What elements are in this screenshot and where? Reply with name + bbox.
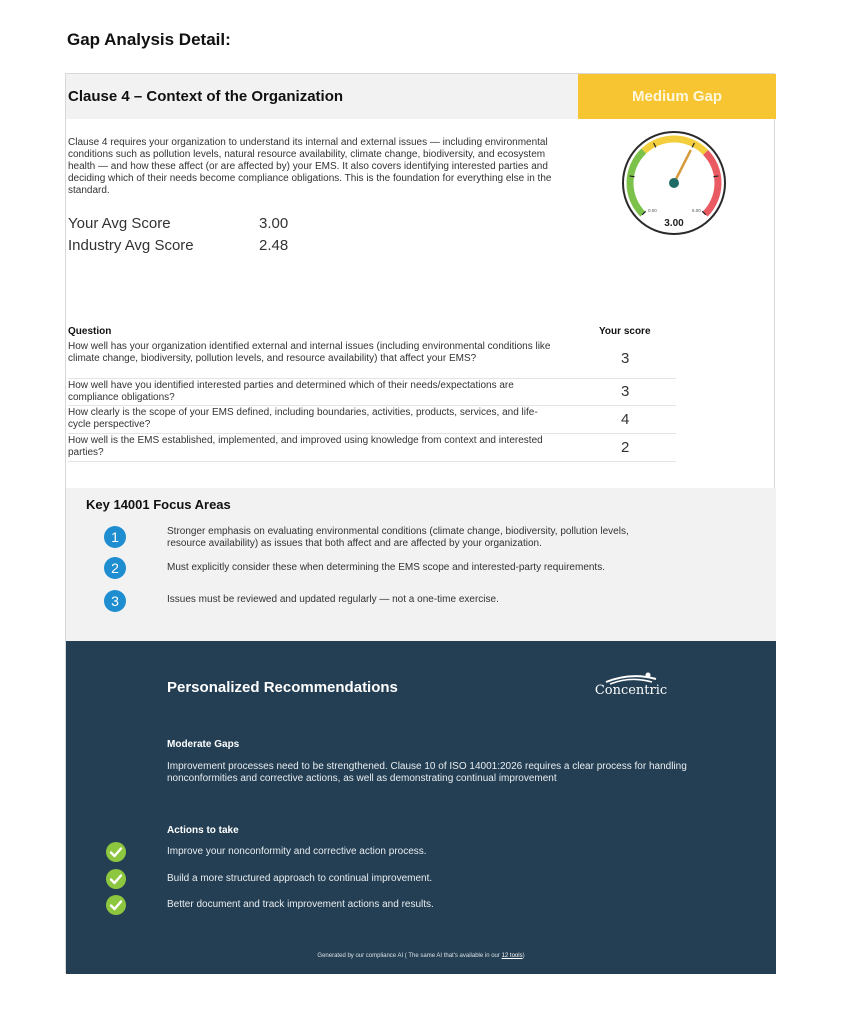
footer-end: )	[522, 953, 525, 959]
gauge-hub	[669, 178, 679, 188]
action-text: Improve your nonconformity and corrective action process.	[167, 846, 427, 857]
number-badge-icon: 1	[104, 526, 126, 548]
checkmark-icon	[106, 842, 126, 862]
gauge-value-label: 3.00	[664, 218, 684, 229]
number-badge-icon: 3	[104, 590, 126, 612]
question-column-header: Question	[68, 326, 112, 337]
question-text: How well have you identified interested parties and determined which of their needs/expectations are compliance obligations?	[68, 380, 514, 403]
clause-description: Clause 4 requires your organization to understand its internal and external issues — including environmental conditions such as pollution levels, natural resource availability, climate change, biodiversity, and ecosystem health — and how these affect (or are affected by) your EMS. It also covers identifying interested parties and deciding which of their needs become compliance obligations. This is the foundation for everything else in the standard.	[68, 137, 552, 196]
list-item	[106, 869, 706, 889]
tools-link[interactable]: 12 tools	[501, 953, 523, 959]
clause-title: Clause 4 – Context of the Organization	[68, 88, 344, 105]
moderate-gaps-title: Moderate Gaps	[167, 739, 240, 750]
gap-level-badge: Medium Gap	[578, 74, 776, 119]
clause-header	[66, 74, 776, 119]
action-text: Build a more structured approach to continual improvement.	[167, 873, 433, 884]
logo-wordmark: Concentric	[594, 683, 668, 698]
question-score: 2	[621, 438, 630, 456]
table-row	[68, 340, 676, 379]
question-text: How well has your organization identified external and internal issues (including environmental conditions like climate change, biodiversity, pollution levels, and resource availability) that affect your EMS?	[68, 341, 551, 364]
number-badge-icon: 2	[104, 557, 126, 579]
question-score: 3	[621, 383, 630, 400]
gap-analysis-card	[65, 73, 775, 973]
focus-areas-section	[66, 488, 776, 641]
list-item	[106, 842, 706, 862]
question-score: 4	[621, 410, 630, 428]
recommendations-title: Personalized Recommendations	[167, 679, 398, 696]
gauge-max-label: 5.00	[692, 208, 701, 213]
footer-text: Generated by our compliance AI ( The same AI that's available in our	[317, 953, 502, 959]
gauge-min-label: 0.00	[648, 208, 657, 213]
action-text: Better document and track improvement actions and results.	[167, 899, 434, 910]
focus-area-text: Must explicitly consider these when determining the EMS scope and interested-party requirements.	[167, 562, 605, 573]
actions-title: Actions to take	[167, 825, 239, 836]
gauge-tick	[630, 176, 635, 177]
recommendations-section	[66, 641, 776, 974]
focus-areas-title: Key 14001 Focus Areas	[86, 497, 231, 512]
checkmark-icon	[106, 895, 126, 915]
checkmark-icon	[106, 869, 126, 889]
footer-note	[66, 953, 776, 959]
moderate-gaps-text: Improvement processes need to be strengthened. Clause 10 of ISO 14001:2026 requires a clear process for handling nonconformities and corrective actions, as well as demonstrating continual improvement	[167, 761, 687, 784]
your-avg-score-label: Your Avg Score	[68, 215, 171, 232]
table-row	[68, 379, 676, 406]
question-text: How clearly is the scope of your EMS defined, including boundaries, activities, products, services, and life-cycle perspective?	[68, 407, 538, 430]
focus-area-text: Stronger emphasis on evaluating environmental conditions (climate change, biodiversity, pollution levels, resource availability) as issues that both affect and are affected by your organization.	[167, 526, 629, 549]
page-title: Gap Analysis Detail:	[67, 30, 231, 49]
industry-avg-score-value: 2.48	[259, 237, 289, 254]
questions-table	[68, 324, 676, 462]
table-row	[68, 434, 676, 462]
questions-table-header	[68, 324, 676, 340]
table-row	[68, 406, 676, 434]
your-avg-score-value: 3.00	[259, 215, 289, 232]
gauge-tick	[714, 176, 719, 177]
score-gauge	[621, 130, 727, 236]
concentric-logo	[590, 671, 672, 707]
focus-area-text: Issues must be reviewed and updated regularly — not a one-time exercise.	[167, 594, 499, 605]
question-score: 3	[621, 350, 630, 367]
list-item	[106, 895, 706, 915]
question-text: How well is the EMS established, implemented, and improved using knowledge from context and interested parties?	[68, 435, 543, 458]
score-column-header: Your score	[599, 326, 651, 337]
industry-avg-score-label: Industry Avg Score	[68, 237, 194, 254]
